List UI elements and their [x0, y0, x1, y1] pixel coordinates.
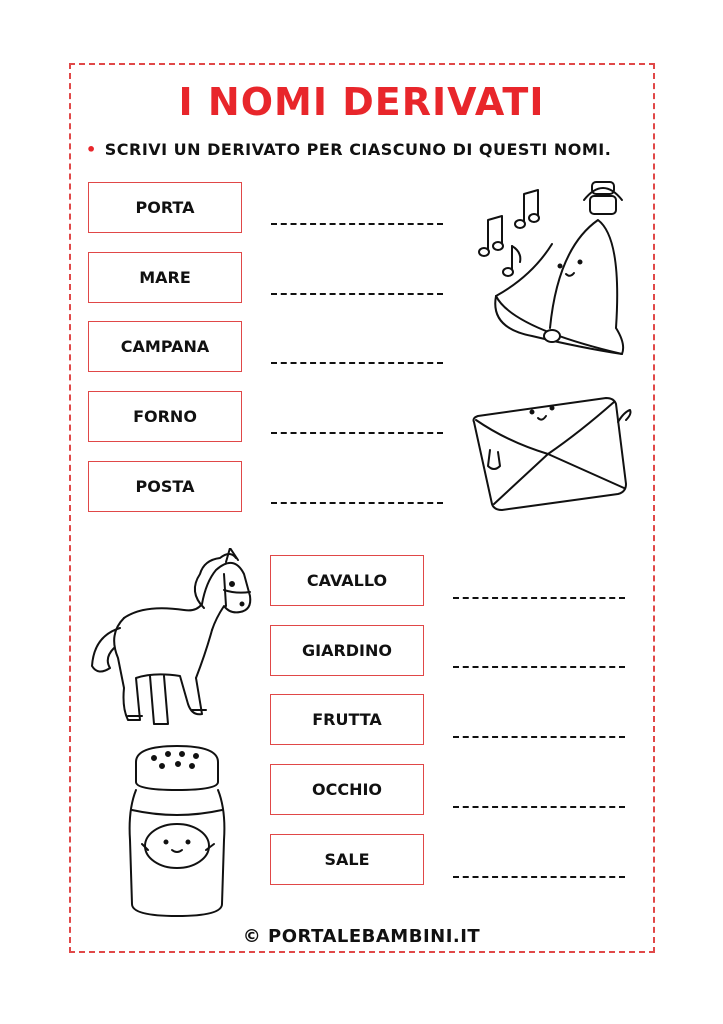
answer-line-occhio[interactable] — [453, 806, 625, 808]
word-box-forno: FORNO — [88, 391, 242, 442]
answer-line-mare[interactable] — [271, 293, 443, 295]
word-box-occhio: OCCHIO — [270, 764, 424, 815]
footer-credit: © PORTALEBAMBINI.IT — [242, 926, 481, 947]
answer-line-sale[interactable] — [453, 876, 625, 878]
page-title: I NOMI DERIVATI — [178, 80, 545, 124]
instruction — [86, 140, 611, 159]
word-box-mare: MARE — [88, 252, 242, 303]
envelope-icon — [468, 392, 638, 517]
salt-shaker-icon — [122, 740, 232, 920]
answer-line-cavallo[interactable] — [453, 597, 625, 599]
answer-line-forno[interactable] — [271, 432, 443, 434]
word-box-cavallo: CAVALLO — [270, 555, 424, 606]
bullet-icon: • — [86, 140, 97, 159]
word-box-giardino: GIARDINO — [270, 625, 424, 676]
word-box-sale: SALE — [270, 834, 424, 885]
answer-line-porta[interactable] — [271, 223, 443, 225]
word-box-posta: POSTA — [88, 461, 242, 512]
word-box-porta: PORTA — [88, 182, 242, 233]
instruction-text: SCRIVI UN DERIVATO PER CIASCUNO DI QUESTI NOMI. — [104, 140, 612, 159]
answer-line-posta[interactable] — [271, 502, 443, 504]
answer-line-frutta[interactable] — [453, 736, 625, 738]
answer-line-giardino[interactable] — [453, 666, 625, 668]
word-box-frutta: FRUTTA — [270, 694, 424, 745]
horse-icon — [84, 548, 256, 730]
answer-line-campana[interactable] — [271, 362, 443, 364]
bell-icon — [472, 178, 632, 363]
word-box-campana: CAMPANA — [88, 321, 242, 372]
